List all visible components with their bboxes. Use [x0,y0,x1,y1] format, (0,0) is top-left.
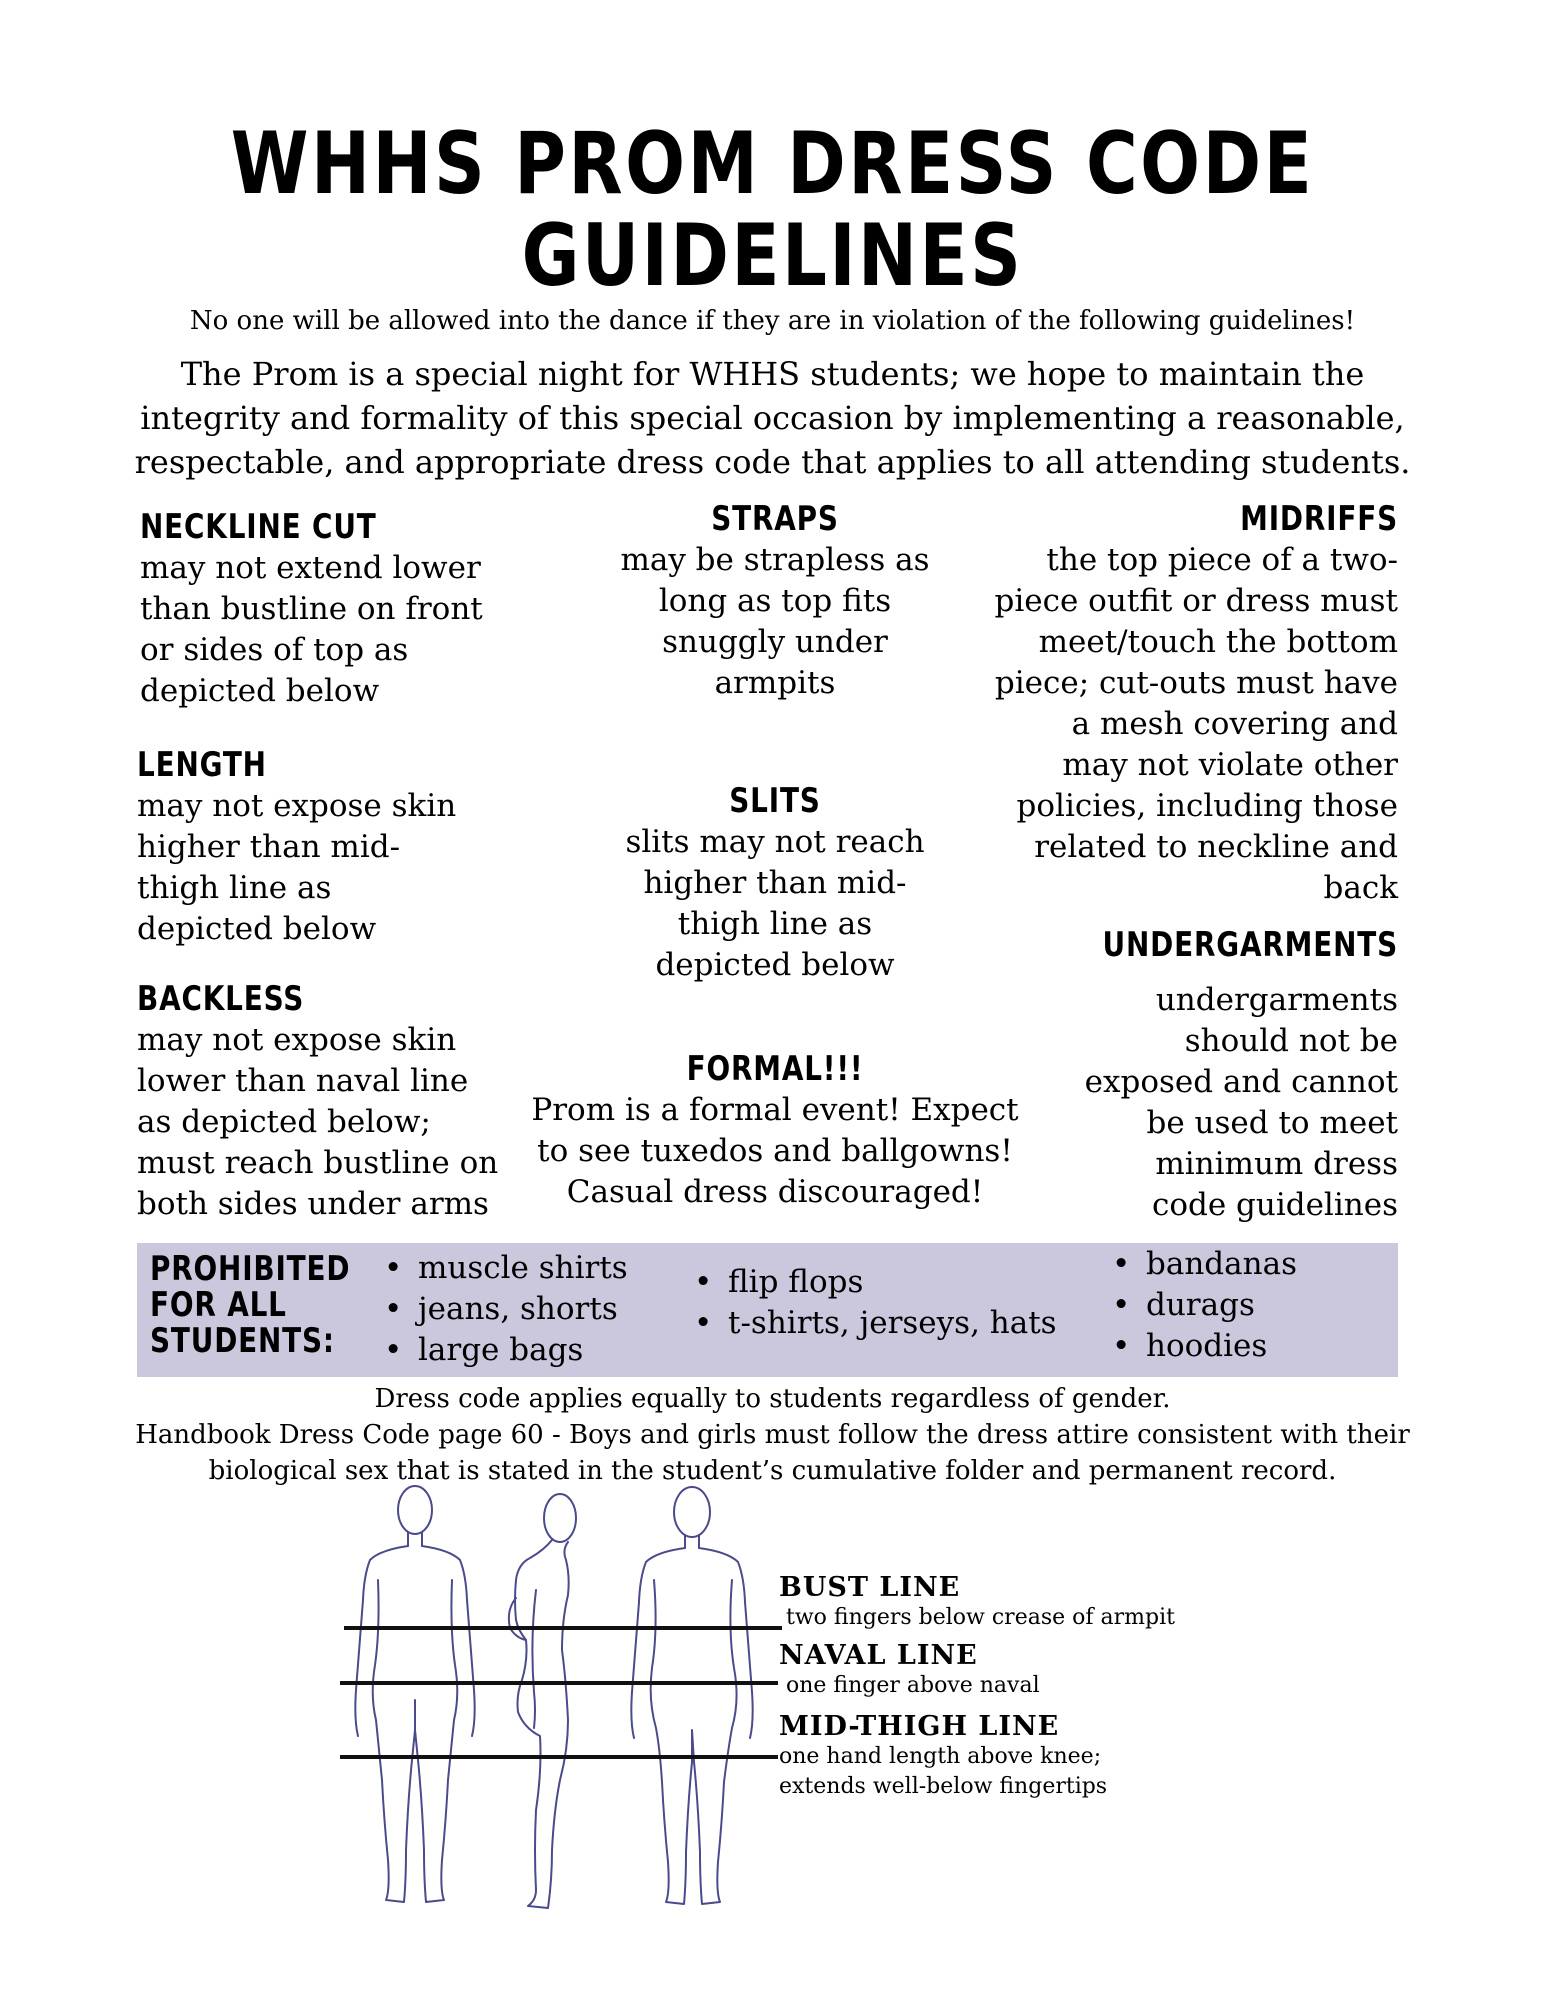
section-formal [500,1048,1050,1213]
midriffs-text: the top piece of a two- piece outfit or dress must meet/touch the bottom piece; cut-outs must have a mesh covering and may not violate other policies, including those related to neckline and back [994,542,1398,906]
list-item: • bandanas [1112,1244,1297,1285]
formal-text: Prom is a formal event! Expect to see tuxedos and ballgowns! Casual dress discouraged! [531,1092,1019,1210]
thigh-line-desc-2: extends well-below fingertips [779,1774,1108,1799]
intro-paragraph: The Prom is a special night for WHHS students; we hope to maintain the integrity and formality of this special occasion by implementing a reasonable, respectable, and appropriate dress code that applies to all attending students. [134,355,1411,481]
thigh-line-legend [779,1711,1107,1802]
title-line-2: GUIDELINES [521,206,1024,306]
bust-line-title: BUST LINE [779,1572,961,1603]
length-heading: LENGTH [137,745,267,785]
naval-line-title: NAVAL LINE [779,1640,978,1671]
back-figure [631,1487,752,1904]
neckline-text: may not extend lower than bustline on front or sides of top as depicted below [140,550,483,709]
section-midriffs [980,498,1398,909]
list-item: • muscle shirts [384,1248,628,1289]
neckline-heading: NECKLINE CUT [140,507,377,547]
section-slits [560,780,990,986]
undergarments-heading: UNDERGARMENTS [1102,925,1398,965]
bust-line-desc: two fingers below crease of armpit [779,1605,1175,1630]
section-backless [137,978,557,1225]
list-item: • hoodies [1112,1326,1297,1367]
midriffs-heading: MIDRIFFS [1240,499,1398,539]
length-text: may not expose skin higher than mid- thigh line as depicted below [137,788,457,947]
page-title [139,114,1406,306]
backless-heading: BACKLESS [137,979,305,1019]
slits-heading: SLITS [729,781,821,821]
title-line-1: WHHS PROM DRESS CODE [230,114,1315,214]
section-neckline [140,506,540,712]
thigh-line-desc-1: one hand length above knee; [779,1744,1102,1769]
undergarments-text: undergarments should not be exposed and cannot be used to meet minimum dress code guidelines [1084,982,1398,1223]
naval-line-legend [779,1640,1040,1701]
prohibited-list-1 [384,1248,628,1371]
thigh-line-title: MID-THIGH LINE [779,1711,1060,1742]
list-item: • large bags [384,1330,628,1371]
naval-line-desc: one finger above naval [779,1673,1040,1698]
front-figure [355,1486,474,1902]
list-item: • flip flops [694,1262,1057,1303]
section-length [137,744,537,950]
prohibited-label: PROHIBITED FOR ALL STUDENTS: [150,1249,351,1361]
warning-text: No one will be allowed into the dance if they are in violation of the following guidelines! [189,306,1356,336]
section-straps [560,498,990,704]
slits-text: slits may not reach higher than mid- thigh line as depicted below [625,824,925,983]
gender-note: Dress code applies equally to students regardless of gender. [374,1384,1171,1414]
bust-line-legend [779,1572,1175,1633]
straps-heading: STRAPS [711,499,839,539]
section-undergarments [1000,924,1398,1226]
prohibited-list-2 [694,1262,1057,1344]
straps-text: may be strapless as long as top fits snuggly under armpits [620,542,930,701]
formal-heading: FORMAL!!! [686,1049,864,1089]
prohibited-list-3 [1112,1244,1297,1367]
backless-text: may not expose skin lower than naval line as depicted below; must reach bustline on both sides under arms [137,1022,499,1222]
list-item: • durags [1112,1285,1297,1326]
handbook-note: Handbook Dress Code page 60 - Boys and girls must follow the dress attire consistent with their biological sex that is stated in the student’s cumulative folder and permanent record. [135,1420,1410,1486]
list-item: • jeans, shorts [384,1289,628,1330]
body-figures-diagram [330,1480,790,1930]
side-figure [509,1494,576,1908]
list-item: • t-shirts, jerseys, hats [694,1303,1057,1344]
